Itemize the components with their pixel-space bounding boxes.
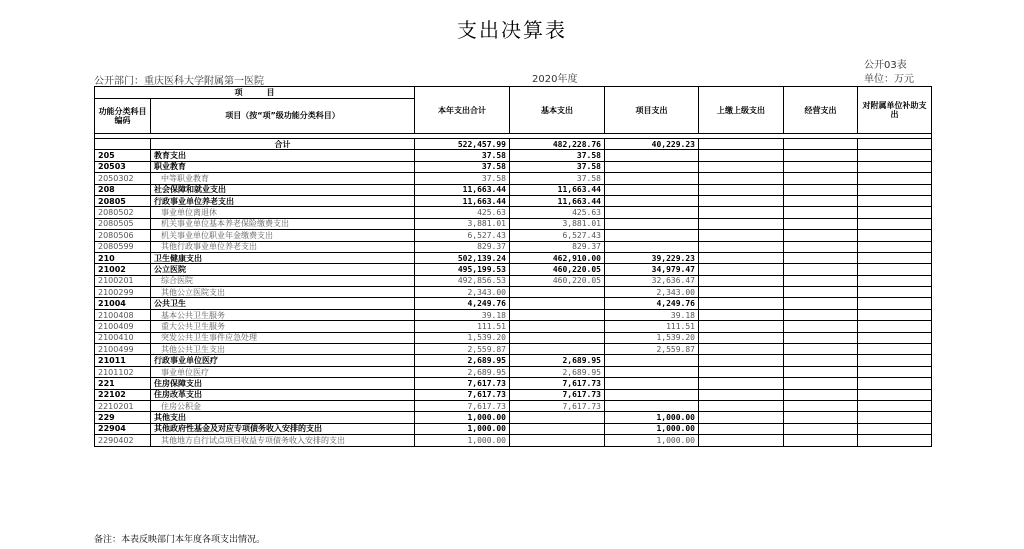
cell-value: 3,881.01: [510, 218, 605, 229]
header-code: 功能分类科目编码: [95, 98, 151, 133]
cell-code: 2100409: [95, 321, 151, 332]
cell-value: [699, 321, 784, 332]
cell-value: [605, 230, 699, 241]
cell-value: 1,000.00: [415, 412, 510, 423]
cell-value: 40,229.23: [605, 139, 699, 150]
cell-value: 7,617.73: [415, 389, 510, 400]
cell-value: [858, 366, 932, 377]
header-name: 项目（按“项”级功能分类科目）: [151, 98, 415, 133]
cell-value: 39.18: [415, 309, 510, 320]
table-row: [95, 173, 932, 184]
cell-value: 111.51: [605, 321, 699, 332]
cell-value: [510, 309, 605, 320]
cell-value: [699, 378, 784, 389]
cell-value: 492,856.53: [415, 275, 510, 286]
cell-value: [605, 161, 699, 172]
cell-name: 中等职业教育: [151, 173, 415, 184]
cell-value: 2,689.95: [510, 355, 605, 366]
cell-value: [858, 389, 932, 400]
table-row: [95, 400, 932, 411]
header-col-basic: 基本支出: [510, 87, 605, 134]
cell-code: 21002: [95, 264, 151, 275]
cell-value: [699, 218, 784, 229]
cell-value: [784, 173, 858, 184]
cell-value: 6,527.43: [510, 230, 605, 241]
cell-value: [784, 218, 858, 229]
cell-value: [699, 400, 784, 411]
cell-value: 829.37: [510, 241, 605, 252]
cell-value: [605, 366, 699, 377]
cell-value: [699, 252, 784, 263]
cell-code: 21004: [95, 298, 151, 309]
cell-name: 合计: [151, 139, 415, 150]
table-row: [95, 287, 932, 298]
cell-name: 机关事业单位职业年金缴费支出: [151, 230, 415, 241]
header-col-total: 本年支出合计: [415, 87, 510, 134]
header-col-subsidy: 对附属单位补助支出: [858, 87, 932, 134]
cell-value: [784, 321, 858, 332]
cell-value: [699, 275, 784, 286]
page-title: 支出决算表: [457, 18, 567, 42]
cell-value: 3,881.01: [415, 218, 510, 229]
cell-code: 21011: [95, 355, 151, 366]
cell-value: [858, 435, 932, 446]
cell-value: [784, 298, 858, 309]
cell-name: 基本公共卫生服务: [151, 309, 415, 320]
cell-value: 34,979.47: [605, 264, 699, 275]
cell-code: 20805: [95, 195, 151, 206]
cell-value: 7,617.73: [510, 378, 605, 389]
table-row: [95, 321, 932, 332]
cell-value: 7,617.73: [415, 378, 510, 389]
cell-value: [510, 412, 605, 423]
cell-value: [858, 139, 932, 150]
cell-value: [784, 378, 858, 389]
cell-value: [858, 321, 932, 332]
cell-value: 37.58: [415, 161, 510, 172]
cell-value: [605, 218, 699, 229]
cell-code: 2100408: [95, 309, 151, 320]
table-row: [95, 435, 932, 446]
table-row: [95, 230, 932, 241]
cell-value: [784, 150, 858, 161]
cell-code: [95, 139, 151, 150]
cell-value: [858, 423, 932, 434]
cell-value: [858, 309, 932, 320]
unit-label: 单位：万元: [864, 74, 914, 85]
cell-code: 22102: [95, 389, 151, 400]
cell-value: 37.58: [415, 150, 510, 161]
cell-value: [605, 241, 699, 252]
cell-value: [858, 287, 932, 298]
cell-name: 事业单位离退休: [151, 207, 415, 218]
cell-value: [784, 287, 858, 298]
cell-name: 综合医院: [151, 275, 415, 286]
cell-code: 205: [95, 150, 151, 161]
cell-value: 2,689.95: [415, 355, 510, 366]
cell-name: 教育支出: [151, 150, 415, 161]
cell-code: 2290402: [95, 435, 151, 446]
cell-value: [699, 287, 784, 298]
cell-value: [784, 389, 858, 400]
cell-value: 7,617.73: [415, 400, 510, 411]
cell-value: [699, 241, 784, 252]
total-row: [95, 139, 932, 150]
cell-value: [784, 355, 858, 366]
cell-value: 11,663.44: [510, 195, 605, 206]
cell-value: [699, 184, 784, 195]
cell-value: [699, 412, 784, 423]
expenditure-table: [94, 86, 932, 447]
cell-code: 2101102: [95, 366, 151, 377]
table-row: [95, 423, 932, 434]
header-col-operating: 经营支出: [784, 87, 858, 134]
cell-value: 462,910.00: [510, 252, 605, 263]
cell-value: [858, 241, 932, 252]
table-row: [95, 298, 932, 309]
cell-value: [699, 139, 784, 150]
cell-value: [784, 264, 858, 275]
cell-value: [858, 298, 932, 309]
cell-value: 1,000.00: [415, 423, 510, 434]
cell-value: [699, 161, 784, 172]
cell-value: [784, 195, 858, 206]
cell-name: 行政事业单位医疗: [151, 355, 415, 366]
cell-value: [510, 332, 605, 343]
cell-value: [699, 355, 784, 366]
cell-value: [784, 275, 858, 286]
cell-value: [784, 241, 858, 252]
table-row: [95, 412, 932, 423]
cell-value: [699, 230, 784, 241]
table-row: [95, 355, 932, 366]
cell-value: 111.51: [415, 321, 510, 332]
table-row: [95, 150, 932, 161]
cell-value: [784, 344, 858, 355]
cell-value: [699, 423, 784, 434]
cell-name: 重大公共卫生服务: [151, 321, 415, 332]
table-row: [95, 309, 932, 320]
cell-value: 460,220.05: [510, 275, 605, 286]
header-col-remit: 上缴上级支出: [699, 87, 784, 134]
table-row: [95, 389, 932, 400]
cell-value: [510, 287, 605, 298]
cell-value: [784, 139, 858, 150]
cell-code: 2100499: [95, 344, 151, 355]
cell-code: 2100410: [95, 332, 151, 343]
cell-name: 其他支出: [151, 412, 415, 423]
cell-value: 2,689.95: [510, 366, 605, 377]
cell-value: [699, 298, 784, 309]
cell-value: [858, 150, 932, 161]
cell-code: 2080502: [95, 207, 151, 218]
cell-value: 7,617.73: [510, 389, 605, 400]
cell-value: [510, 423, 605, 434]
cell-value: [784, 423, 858, 434]
cell-value: [784, 184, 858, 195]
cell-value: [858, 264, 932, 275]
cell-code: 2080506: [95, 230, 151, 241]
cell-name: 公共卫生: [151, 298, 415, 309]
cell-value: 37.58: [510, 161, 605, 172]
cell-value: [699, 264, 784, 275]
cell-value: 37.58: [510, 173, 605, 184]
cell-value: [858, 195, 932, 206]
cell-value: 39,229.23: [605, 252, 699, 263]
cell-name: 其他政府性基金及对应专项债务收入安排的支出: [151, 423, 415, 434]
cell-value: [858, 207, 932, 218]
cell-value: 425.63: [415, 207, 510, 218]
cell-value: 37.58: [510, 150, 605, 161]
cell-value: [784, 412, 858, 423]
cell-value: 1,000.00: [605, 423, 699, 434]
header-col-project: 项目支出: [605, 87, 699, 134]
cell-value: [699, 150, 784, 161]
cell-value: 11,663.44: [415, 184, 510, 195]
cell-code: 20503: [95, 161, 151, 172]
table-row: [95, 207, 932, 218]
cell-value: 1,539.20: [605, 332, 699, 343]
cell-value: [858, 344, 932, 355]
cell-code: 2100299: [95, 287, 151, 298]
cell-name: 其他地方自行试点项目收益专项债务收入安排的支出: [151, 435, 415, 446]
cell-name: 其他行政事业单位养老支出: [151, 241, 415, 252]
cell-value: [605, 400, 699, 411]
cell-value: [858, 355, 932, 366]
cell-value: [858, 378, 932, 389]
cell-value: 39.18: [605, 309, 699, 320]
cell-value: [784, 161, 858, 172]
table-row: [95, 378, 932, 389]
cell-name: 行政事业单位养老支出: [151, 195, 415, 206]
cell-value: [605, 207, 699, 218]
cell-value: 1,000.00: [605, 435, 699, 446]
cell-value: 502,139.24: [415, 252, 510, 263]
cell-value: 1,539.20: [415, 332, 510, 343]
cell-value: [858, 184, 932, 195]
cell-name: 其他公共卫生支出: [151, 344, 415, 355]
cell-name: 突发公共卫生事件应急处理: [151, 332, 415, 343]
cell-value: [784, 309, 858, 320]
cell-value: [784, 366, 858, 377]
cell-value: [858, 161, 932, 172]
cell-value: 4,249.76: [415, 298, 510, 309]
cell-value: [510, 321, 605, 332]
cell-value: [858, 173, 932, 184]
cell-name: 社会保障和就业支出: [151, 184, 415, 195]
cell-value: [605, 378, 699, 389]
cell-name: 公立医院: [151, 264, 415, 275]
table-row: [95, 241, 932, 252]
cell-value: [858, 275, 932, 286]
table-number: 公开03表: [864, 60, 907, 71]
cell-code: 210: [95, 252, 151, 263]
cell-value: [605, 173, 699, 184]
table-row: [95, 264, 932, 275]
header-item: 项 目: [95, 87, 415, 99]
table-row: [95, 195, 932, 206]
cell-name: 职业教育: [151, 161, 415, 172]
cell-value: [784, 435, 858, 446]
cell-value: [699, 435, 784, 446]
cell-value: 2,343.00: [605, 287, 699, 298]
cell-value: [858, 412, 932, 423]
table-row: [95, 332, 932, 343]
cell-value: 829.37: [415, 241, 510, 252]
cell-value: 37.58: [415, 173, 510, 184]
cell-value: [699, 332, 784, 343]
cell-code: 208: [95, 184, 151, 195]
cell-value: [858, 230, 932, 241]
cell-value: 6,527.43: [415, 230, 510, 241]
table-row: [95, 184, 932, 195]
cell-value: 522,457.99: [415, 139, 510, 150]
cell-code: 22904: [95, 423, 151, 434]
cell-value: [784, 332, 858, 343]
footnote: 备注：本表反映部门本年度各项支出情况。: [94, 535, 266, 545]
cell-name: 住房公积金: [151, 400, 415, 411]
cell-value: 7,617.73: [510, 400, 605, 411]
cell-value: 11,663.44: [510, 184, 605, 195]
cell-value: 1,000.00: [605, 412, 699, 423]
cell-value: 11,663.44: [415, 195, 510, 206]
table-row: [95, 252, 932, 263]
cell-name: 其他公立医院支出: [151, 287, 415, 298]
table-row: [95, 344, 932, 355]
cell-code: 2050302: [95, 173, 151, 184]
cell-value: [858, 218, 932, 229]
table-row: [95, 161, 932, 172]
cell-value: [510, 298, 605, 309]
cell-value: [699, 173, 784, 184]
cell-value: [510, 435, 605, 446]
cell-value: [699, 309, 784, 320]
cell-code: 2080505: [95, 218, 151, 229]
cell-code: 2210201: [95, 400, 151, 411]
cell-value: 425.63: [510, 207, 605, 218]
cell-name: 卫生健康支出: [151, 252, 415, 263]
cell-code: 221: [95, 378, 151, 389]
cell-name: 住房改革支出: [151, 389, 415, 400]
cell-code: 2080599: [95, 241, 151, 252]
cell-value: 2,559.87: [415, 344, 510, 355]
cell-value: [858, 332, 932, 343]
header-row-top: [95, 87, 932, 99]
cell-value: [605, 355, 699, 366]
cell-value: [699, 344, 784, 355]
cell-code: 229: [95, 412, 151, 423]
table-row: [95, 275, 932, 286]
cell-value: [605, 389, 699, 400]
cell-name: 住房保障支出: [151, 378, 415, 389]
cell-value: [858, 400, 932, 411]
cell-name: 事业单位医疗: [151, 366, 415, 377]
cell-value: [605, 150, 699, 161]
cell-value: 1,000.00: [415, 435, 510, 446]
cell-value: [784, 400, 858, 411]
cell-value: 4,249.76: [605, 298, 699, 309]
cell-name: 机关事业单位基本养老保险缴费支出: [151, 218, 415, 229]
department-label: 公开部门：重庆医科大学附属第一医院: [94, 76, 264, 87]
cell-value: 482,228.76: [510, 139, 605, 150]
cell-value: 32,636.47: [605, 275, 699, 286]
cell-value: [699, 195, 784, 206]
cell-value: 495,199.53: [415, 264, 510, 275]
table-row: [95, 218, 932, 229]
cell-value: [699, 207, 784, 218]
cell-value: 460,220.05: [510, 264, 605, 275]
cell-value: [699, 389, 784, 400]
table-row: [95, 366, 932, 377]
cell-code: 2100201: [95, 275, 151, 286]
cell-value: [858, 252, 932, 263]
cell-value: [605, 195, 699, 206]
cell-value: [784, 207, 858, 218]
cell-value: [605, 184, 699, 195]
cell-value: [784, 230, 858, 241]
cell-value: [510, 344, 605, 355]
cell-value: 2,343.00: [415, 287, 510, 298]
cell-value: [784, 252, 858, 263]
cell-value: [699, 366, 784, 377]
cell-value: 2,689.95: [415, 366, 510, 377]
year-label: 2020年度: [532, 74, 578, 85]
cell-value: 2,559.87: [605, 344, 699, 355]
